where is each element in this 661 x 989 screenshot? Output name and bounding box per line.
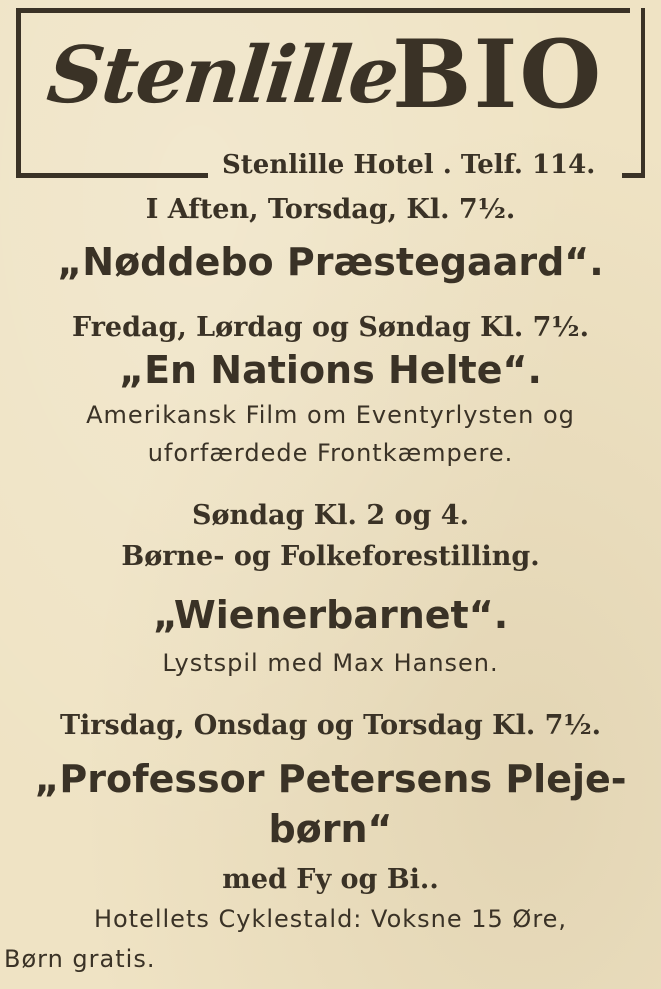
header-frame-corner [622,173,645,178]
show-4-title-1: „Professor Petersens Pleje- [34,757,627,801]
show-3-type: Børne- og Folkeforestilling. [121,541,540,572]
hotel-phone-line: Stenlille Hotel . Telf. 114. [222,150,596,180]
logo-stenlille: Stenlille [43,30,402,121]
show-3-description: Lystspil med Max Hansen. [162,649,499,677]
show-3-time: Søndag Kl. 2 og 4. [192,500,469,531]
show-4-title-2: børn“ [268,807,393,851]
logo-bio: BIO [392,20,604,130]
show-2-title: „En Nations Helte“. [119,348,542,392]
show-1-title: „Nøddebo Præstegaard“. [57,240,604,284]
show-2-time: Fredag, Lørdag og Søndag Kl. 7½. [72,312,589,343]
bicycle-parking-note-1: Hotellets Cyklestald: Voksne 15 Øre, [93,905,568,933]
show-2-description-1: Amerikansk Film om Eventyrlysten og [86,401,575,429]
header-frame-top [16,8,630,13]
show-4-time: Tirsdag, Onsdag og Torsdag Kl. 7½. [59,710,602,741]
show-1-time: I Aften, Torsdag, Kl. 7½. [145,194,516,225]
show-4-description: med Fy og Bi.. [222,864,439,895]
header-frame-right [641,8,645,178]
header-frame-bottom [16,173,208,178]
show-2-description-2: uforfærdede Frontkæmpere. [147,439,514,467]
show-3-title: „Wienerbarnet“. [152,593,509,637]
bicycle-parking-note-2: Børn gratis. [4,945,156,973]
header-frame-left [16,8,21,178]
